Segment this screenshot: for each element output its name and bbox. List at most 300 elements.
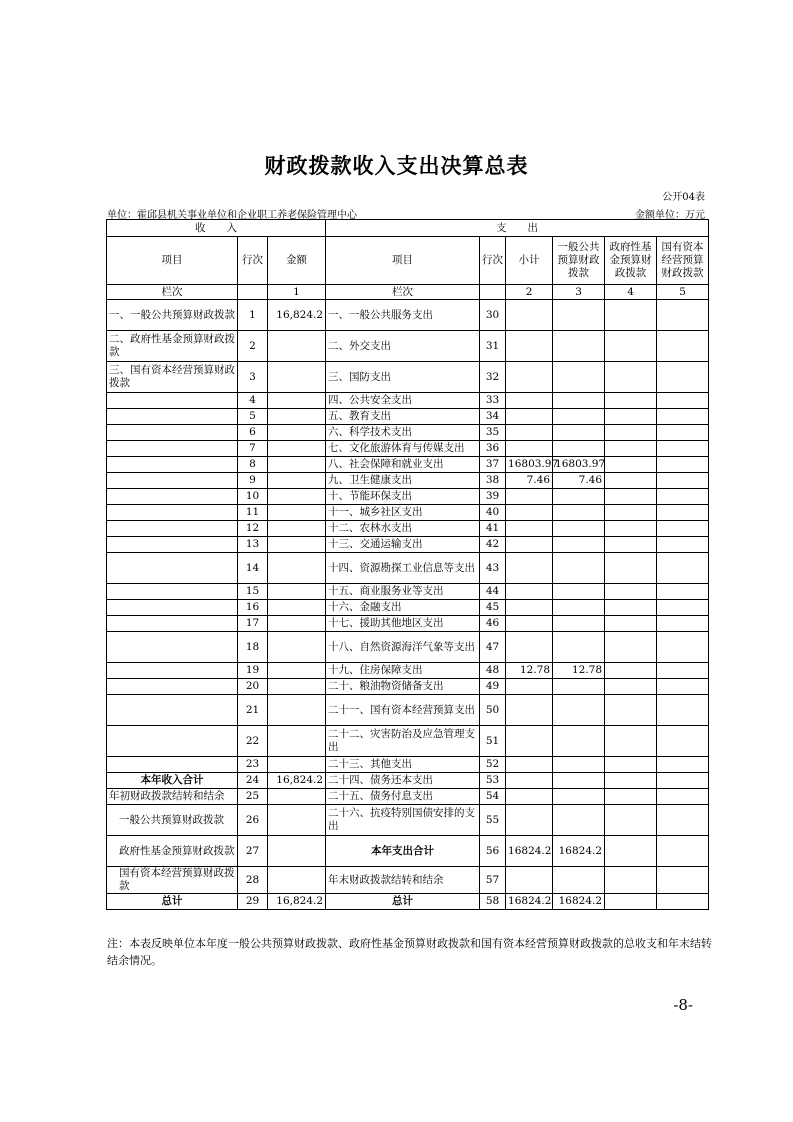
income-item: 总计: [107, 894, 238, 910]
expense-line: 55: [480, 805, 506, 836]
subtotal-value: [506, 489, 553, 505]
expense-line: 44: [480, 584, 506, 600]
state-capital-header: 国有资本经营预算财政拨款: [657, 237, 709, 285]
general-budget-value: [553, 584, 605, 600]
income-item: [107, 553, 238, 584]
fund-budget-value: [605, 695, 657, 726]
expense-item: 二十、粮油物资储备支出: [326, 679, 480, 695]
fund-budget-value: [605, 505, 657, 521]
expense-item: 十四、资源勘探工业信息等支出: [326, 553, 480, 584]
subtotal-value: [506, 757, 553, 773]
expense-item: 二十四、债务还本支出: [326, 773, 480, 789]
fund-budget-value: [605, 632, 657, 663]
income-line: 15: [238, 584, 268, 600]
general-budget-value: [553, 867, 605, 894]
income-amount: [268, 457, 326, 473]
fund-budget-value: [605, 331, 657, 362]
income-line: 1: [238, 300, 268, 331]
general-budget-value: [553, 537, 605, 553]
state-capital-value: [657, 679, 709, 695]
expense-line: 47: [480, 632, 506, 663]
general-budget-value: [553, 300, 605, 331]
table-row: [107, 663, 709, 679]
income-item: [107, 393, 238, 409]
fund-budget-value: [605, 726, 657, 757]
expense-item: 年末财政拨款结转和结余: [326, 867, 480, 894]
fund-budget-value: [605, 537, 657, 553]
income-amount: [268, 537, 326, 553]
general-budget-value: 12.78: [553, 663, 605, 679]
expense-item: 三、国防支出: [326, 362, 480, 393]
subtotal-value: [506, 789, 553, 805]
income-line-header: 行次: [238, 237, 268, 285]
general-budget-value: [553, 425, 605, 441]
table-row: [107, 773, 709, 789]
state-capital-value: [657, 457, 709, 473]
income-amount: [268, 836, 326, 867]
subtotal-value: [506, 521, 553, 537]
col-index-label: 栏次: [107, 285, 238, 300]
income-line: 11: [238, 505, 268, 521]
fund-budget-value: [605, 409, 657, 425]
general-budget-value: 16824.2: [553, 894, 605, 910]
fund-budget-header: 政府性基金预算财政拨款: [605, 237, 657, 285]
general-budget-value: [553, 789, 605, 805]
income-amount: [268, 805, 326, 836]
income-amount: [268, 632, 326, 663]
expense-item-header: 项目: [326, 237, 480, 285]
expense-line: 33: [480, 393, 506, 409]
subtotal-value: [506, 553, 553, 584]
income-item: 二、政府性基金预算财政拨款: [107, 331, 238, 362]
col-index-empty: [238, 285, 268, 300]
expense-line: 30: [480, 300, 506, 331]
expense-line: 57: [480, 867, 506, 894]
expense-item: 二十六、抗疫特别国债安排的支出: [326, 805, 480, 836]
table-row: [107, 600, 709, 616]
fund-budget-value: [605, 362, 657, 393]
expense-item: 十、节能环保支出: [326, 489, 480, 505]
income-line: 7: [238, 441, 268, 457]
income-amount: [268, 679, 326, 695]
income-line: 2: [238, 331, 268, 362]
income-item: [107, 457, 238, 473]
income-amount: [268, 393, 326, 409]
income-amount: [268, 600, 326, 616]
expense-section-header: 支 出: [326, 220, 709, 237]
general-budget-value: [553, 393, 605, 409]
fund-budget-value: [605, 757, 657, 773]
table-row: [107, 584, 709, 600]
general-budget-value: [553, 757, 605, 773]
income-line: 9: [238, 473, 268, 489]
subtotal-value: [506, 584, 553, 600]
fund-budget-value: [605, 600, 657, 616]
expense-item: 十五、商业服务业等支出: [326, 584, 480, 600]
subtotal-value: [506, 773, 553, 789]
expense-line: 50: [480, 695, 506, 726]
expense-line: 54: [480, 789, 506, 805]
general-budget-value: [553, 409, 605, 425]
expense-item: 十三、交通运输支出: [326, 537, 480, 553]
income-item: [107, 584, 238, 600]
state-capital-value: [657, 757, 709, 773]
col-index-1: 1: [268, 285, 326, 300]
expense-line: 38: [480, 473, 506, 489]
income-item: [107, 489, 238, 505]
table-row: [107, 300, 709, 331]
state-capital-value: [657, 489, 709, 505]
income-item: 年初财政拨款结转和结余: [107, 789, 238, 805]
income-line: 29: [238, 894, 268, 910]
income-amount: [268, 616, 326, 632]
income-item: [107, 521, 238, 537]
table-row: [107, 867, 709, 894]
table-row: [107, 757, 709, 773]
income-amount: [268, 362, 326, 393]
expense-line: 36: [480, 441, 506, 457]
state-capital-value: [657, 773, 709, 789]
expense-item: 本年支出合计: [326, 836, 480, 867]
subtotal-value: [506, 425, 553, 441]
income-item: [107, 441, 238, 457]
general-budget-value: [553, 521, 605, 537]
table-row: [107, 789, 709, 805]
subtotal-value: [506, 505, 553, 521]
expense-item: 五、教育支出: [326, 409, 480, 425]
state-capital-value: [657, 789, 709, 805]
subtotal-value: [506, 537, 553, 553]
income-item: [107, 757, 238, 773]
expense-item: 十七、援助其他地区支出: [326, 616, 480, 632]
income-item-header: 项目: [107, 237, 238, 285]
table-row: [107, 521, 709, 537]
state-capital-value: [657, 616, 709, 632]
income-line: 14: [238, 553, 268, 584]
fund-budget-value: [605, 393, 657, 409]
expense-line: 56: [480, 836, 506, 867]
expense-item: 二十五、债务付息支出: [326, 789, 480, 805]
income-item: [107, 473, 238, 489]
state-capital-value: [657, 362, 709, 393]
fund-budget-value: [605, 457, 657, 473]
col-index-label-exp: 栏次: [326, 285, 480, 300]
income-item: [107, 663, 238, 679]
income-line: 25: [238, 789, 268, 805]
state-capital-value: [657, 836, 709, 867]
income-amount: [268, 726, 326, 757]
income-amount: [268, 409, 326, 425]
income-amount: [268, 425, 326, 441]
subtotal-value: 16824.2: [506, 894, 553, 910]
income-amount: [268, 331, 326, 362]
general-budget-value: [553, 441, 605, 457]
income-amount: [268, 489, 326, 505]
table-row: [107, 695, 709, 726]
subtotal-value: [506, 300, 553, 331]
general-budget-value: [553, 600, 605, 616]
income-item: [107, 505, 238, 521]
income-amount: 16,824.2: [268, 894, 326, 910]
income-item: [107, 695, 238, 726]
income-amount: [268, 521, 326, 537]
expense-item: 九、卫生健康支出: [326, 473, 480, 489]
state-capital-value: [657, 300, 709, 331]
income-amount: [268, 757, 326, 773]
state-capital-value: [657, 505, 709, 521]
expense-item: 七、文化旅游体育与传媒支出: [326, 441, 480, 457]
income-amount: [268, 663, 326, 679]
money-unit: 金额单位：万元: [635, 210, 705, 221]
subtotal-value: [506, 393, 553, 409]
general-budget-value: [553, 331, 605, 362]
expense-line: 35: [480, 425, 506, 441]
expense-line: 42: [480, 537, 506, 553]
subtotal-value: [506, 805, 553, 836]
table-row: [107, 505, 709, 521]
expense-item: 十九、住房保障支出: [326, 663, 480, 679]
income-item: [107, 425, 238, 441]
fund-budget-value: [605, 425, 657, 441]
income-amount: [268, 584, 326, 600]
income-amount: [268, 441, 326, 457]
income-amount: 16,824.2: [268, 300, 326, 331]
expense-line: 46: [480, 616, 506, 632]
income-line: 18: [238, 632, 268, 663]
subtotal-value: [506, 362, 553, 393]
table-row: [107, 362, 709, 393]
expense-line: 41: [480, 521, 506, 537]
expense-item: 八、社会保障和就业支出: [326, 457, 480, 473]
expense-line: 43: [480, 553, 506, 584]
state-capital-value: [657, 537, 709, 553]
fund-budget-value: [605, 836, 657, 867]
fund-budget-value: [605, 805, 657, 836]
col-index-4: 4: [605, 285, 657, 300]
expense-item: 十六、金融支出: [326, 600, 480, 616]
table-row: [107, 441, 709, 457]
income-item: [107, 679, 238, 695]
income-line: 10: [238, 489, 268, 505]
fiscal-summary-table: [106, 219, 709, 910]
table-row: [107, 473, 709, 489]
expense-item: 四、公共安全支出: [326, 393, 480, 409]
general-budget-value: [553, 773, 605, 789]
form-number: 公开04表: [662, 192, 705, 203]
table-row: [107, 489, 709, 505]
income-line: 21: [238, 695, 268, 726]
subtotal-value: 12.78: [506, 663, 553, 679]
table-row: [107, 616, 709, 632]
income-amount: [268, 695, 326, 726]
table-row: [107, 409, 709, 425]
table-row: [107, 331, 709, 362]
expense-line-header: 行次: [480, 237, 506, 285]
income-item: [107, 616, 238, 632]
expense-line: 58: [480, 894, 506, 910]
income-amount: [268, 473, 326, 489]
subtotal-value: [506, 632, 553, 663]
col-index-empty: [480, 285, 506, 300]
income-item: [107, 726, 238, 757]
state-capital-value: [657, 867, 709, 894]
fund-budget-value: [605, 489, 657, 505]
state-capital-value: [657, 805, 709, 836]
income-item: 一般公共预算财政拨款: [107, 805, 238, 836]
income-line: 26: [238, 805, 268, 836]
expense-item: 六、科学技术支出: [326, 425, 480, 441]
general-budget-value: 16803.97: [553, 457, 605, 473]
table-row: [107, 553, 709, 584]
income-line: 13: [238, 537, 268, 553]
state-capital-value: [657, 409, 709, 425]
table-row: [107, 425, 709, 441]
income-amount: 16,824.2: [268, 773, 326, 789]
expense-item: 二、外交支出: [326, 331, 480, 362]
table-row: [107, 679, 709, 695]
expense-item: 十八、自然资源海洋气象等支出: [326, 632, 480, 663]
subtotal-value: [506, 867, 553, 894]
subtotal-value: [506, 695, 553, 726]
state-capital-value: [657, 894, 709, 910]
income-line: 20: [238, 679, 268, 695]
general-budget-value: [553, 362, 605, 393]
income-line: 3: [238, 362, 268, 393]
fund-budget-value: [605, 679, 657, 695]
state-capital-value: [657, 632, 709, 663]
income-item: [107, 409, 238, 425]
income-line: 17: [238, 616, 268, 632]
general-budget-value: [553, 805, 605, 836]
expense-item: 二十二、灾害防治及应急管理支出: [326, 726, 480, 757]
table-row: [107, 537, 709, 553]
table-row: [107, 393, 709, 409]
expense-item: 一、一般公共服务支出: [326, 300, 480, 331]
general-budget-value: [553, 616, 605, 632]
state-capital-value: [657, 584, 709, 600]
table-row: [107, 632, 709, 663]
fund-budget-value: [605, 616, 657, 632]
state-capital-value: [657, 521, 709, 537]
fund-budget-value: [605, 584, 657, 600]
table-row: [107, 805, 709, 836]
state-capital-value: [657, 726, 709, 757]
col-index-2: 2: [506, 285, 553, 300]
general-budget-value: [553, 489, 605, 505]
subtotal-value: [506, 679, 553, 695]
col-index-3: 3: [553, 285, 605, 300]
general-budget-value: [553, 632, 605, 663]
expense-line: 32: [480, 362, 506, 393]
subtotal-value: [506, 600, 553, 616]
state-capital-value: [657, 663, 709, 679]
subtotal-value: [506, 331, 553, 362]
income-line: 24: [238, 773, 268, 789]
state-capital-value: [657, 331, 709, 362]
expense-line: 48: [480, 663, 506, 679]
expense-line: 40: [480, 505, 506, 521]
expense-item: 总计: [326, 894, 480, 910]
page-number: -8-: [673, 996, 693, 1014]
income-item: [107, 632, 238, 663]
table-row: [107, 726, 709, 757]
fund-budget-value: [605, 773, 657, 789]
fund-budget-value: [605, 894, 657, 910]
fund-budget-value: [605, 521, 657, 537]
expense-line: 31: [480, 331, 506, 362]
subtotal-value: 16803.97: [506, 457, 553, 473]
expense-item: 十二、农林水支出: [326, 521, 480, 537]
income-line: 8: [238, 457, 268, 473]
table-row: [107, 894, 709, 910]
general-budget-header: 一般公共预算财政拨款: [553, 237, 605, 285]
income-line: 4: [238, 393, 268, 409]
expense-line: 37: [480, 457, 506, 473]
general-budget-value: 7.46: [553, 473, 605, 489]
fund-budget-value: [605, 789, 657, 805]
income-amount: [268, 505, 326, 521]
general-budget-value: [553, 553, 605, 584]
fund-budget-value: [605, 867, 657, 894]
expense-line: 49: [480, 679, 506, 695]
expense-line: 45: [480, 600, 506, 616]
subtotal-header: 小计: [506, 237, 553, 285]
expense-line: 51: [480, 726, 506, 757]
income-item: [107, 600, 238, 616]
state-capital-value: [657, 600, 709, 616]
expense-item: 二十一、国有资本经营预算支出: [326, 695, 480, 726]
income-amount: [268, 789, 326, 805]
subtotal-value: 7.46: [506, 473, 553, 489]
table-row: [107, 457, 709, 473]
general-budget-value: [553, 695, 605, 726]
general-budget-value: [553, 505, 605, 521]
state-capital-value: [657, 553, 709, 584]
subtotal-value: [506, 409, 553, 425]
expense-item: 二十三、其他支出: [326, 757, 480, 773]
state-capital-value: [657, 425, 709, 441]
subtotal-value: 16824.2: [506, 836, 553, 867]
income-item: 一、一般公共预算财政拨款: [107, 300, 238, 331]
fund-budget-value: [605, 441, 657, 457]
fund-budget-value: [605, 663, 657, 679]
income-line: 5: [238, 409, 268, 425]
table-row: [107, 836, 709, 867]
income-item: 三、国有资本经营预算财政拨款: [107, 362, 238, 393]
income-line: 12: [238, 521, 268, 537]
expense-item: 十一、城乡社区支出: [326, 505, 480, 521]
income-line: 23: [238, 757, 268, 773]
fund-budget-value: [605, 553, 657, 584]
income-line: 27: [238, 836, 268, 867]
state-capital-value: [657, 695, 709, 726]
income-line: 28: [238, 867, 268, 894]
income-line: 22: [238, 726, 268, 757]
income-item: 国有资本经营预算财政拨款: [107, 867, 238, 894]
expense-line: 34: [480, 409, 506, 425]
fund-budget-value: [605, 473, 657, 489]
income-amount: [268, 867, 326, 894]
income-line: 16: [238, 600, 268, 616]
expense-line: 39: [480, 489, 506, 505]
income-amount: [268, 553, 326, 584]
income-section-header: 收 入: [107, 220, 326, 237]
income-amount-header: 金额: [268, 237, 326, 285]
report-title: 财政拨款收入支出决算总表: [264, 153, 529, 178]
fund-budget-value: [605, 300, 657, 331]
subtotal-value: [506, 726, 553, 757]
general-budget-value: 16824.2: [553, 836, 605, 867]
